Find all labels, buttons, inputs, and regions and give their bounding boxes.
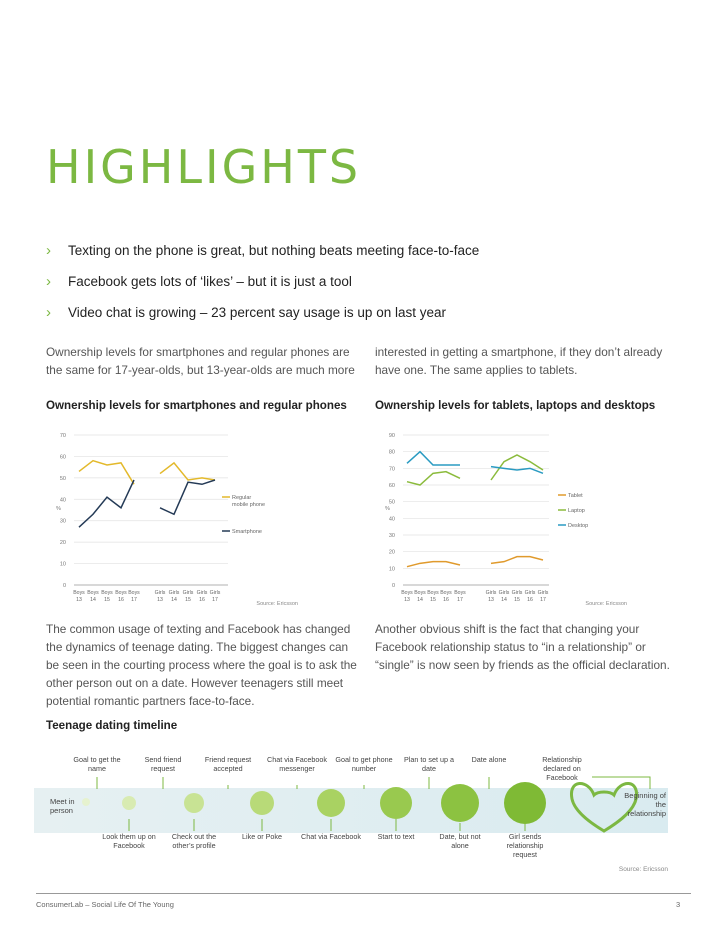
y-tick-label: 80: [388, 449, 395, 456]
y-axis-label: %: [385, 506, 390, 512]
timeline-bottom-label: Date, but not alone: [439, 832, 481, 850]
timeline-dot: [504, 782, 546, 824]
chart2-device-ownership: [375, 425, 680, 610]
x-tick-label: 16: [199, 597, 205, 603]
x-tick-label: 13: [76, 597, 82, 603]
y-axis-label: %: [56, 506, 61, 512]
legend-label: Laptop: [568, 508, 585, 514]
x-tick-label: 15: [104, 597, 110, 603]
x-tick-label: Girls: [209, 590, 221, 596]
y-tick-label: 30: [59, 518, 66, 525]
y-tick-label: 10: [59, 561, 66, 568]
timeline-dot: [122, 796, 136, 810]
highlight-item: › Texting on the phone is great, but nothing beats meeting face-to-face: [46, 242, 480, 259]
chart2-title: Ownership levels for tablets, laptops and desktops: [375, 399, 656, 412]
timeline-top-label: Relationship declared on Facebook: [542, 755, 582, 782]
series-line-desktop-boys: [407, 452, 460, 465]
timeline-top-label: Friend request accepted: [204, 755, 252, 773]
y-tick-label: 50: [388, 499, 395, 506]
timeline-graphic: [0, 745, 728, 875]
y-tick-label: 0: [62, 583, 66, 589]
timeline-dot: [380, 787, 412, 819]
legend-label: Desktop: [568, 523, 589, 529]
y-tick-label: 70: [388, 466, 395, 473]
timeline-bottom-label: Girl sends relationship request: [506, 832, 544, 859]
y-tick-label: 40: [59, 497, 66, 504]
x-tick-label: 13: [404, 597, 410, 603]
x-tick-label: Boys: [73, 590, 85, 596]
timeline-top-label: Send friend request: [144, 755, 182, 773]
chart-source: Source: Ericsson: [585, 601, 627, 607]
x-tick-label: 14: [417, 597, 423, 603]
y-tick-label: 30: [388, 533, 395, 539]
x-tick-label: Girls: [196, 590, 208, 596]
x-tick-label: Girls: [498, 590, 510, 596]
series-line-tablet-girls: [491, 557, 543, 564]
timeline-top-label: Chat via Facebook messenger: [267, 755, 327, 773]
timeline-bottom-label: Like or Poke: [242, 832, 282, 841]
y-tick-label: 70: [59, 433, 66, 439]
x-tick-label: 14: [90, 597, 96, 603]
x-tick-label: Boys: [115, 590, 127, 596]
x-tick-label: 17: [540, 597, 546, 603]
footer-label: ConsumerLab – Social Life Of The Young: [36, 900, 174, 909]
body-right-paragraph: Another obvious shift is the fact that changing your Facebook relationship status to “in a relationship” or “single” is now seen by friends as the official declaration.: [375, 622, 670, 672]
x-tick-label: Boys: [87, 590, 99, 596]
x-tick-label: Boys: [427, 590, 439, 596]
chevron-right-icon: ›: [46, 242, 51, 259]
timeline-dot: [317, 789, 345, 817]
series-line-smartphone-boys: [79, 480, 134, 527]
y-tick-label: 60: [388, 483, 395, 489]
x-tick-label: Boys: [101, 590, 113, 596]
x-tick-label: 15: [185, 597, 191, 603]
x-tick-label: Boys: [414, 590, 426, 596]
timeline-dot: [250, 791, 274, 815]
x-tick-label: 15: [514, 597, 520, 603]
timeline-dot: [441, 784, 479, 822]
y-tick-label: 50: [59, 475, 66, 482]
x-tick-label: Girls: [511, 590, 523, 596]
dating-timeline: [0, 745, 728, 875]
body-left-paragraph: The common usage of texting and Facebook has changed the dynamics of teenage dating. The biggest changes can be seen in the courting process where the goal is to ask the other person out on a date. However teenagers still meet potential romantic partners face-to-face.: [46, 622, 357, 708]
x-tick-label: 14: [501, 597, 507, 603]
legend-label: mobile phone: [232, 502, 266, 508]
highlight-item: › Facebook gets lots of ‘likes’ – but it is just a tool: [46, 273, 352, 290]
x-tick-label: 16: [443, 597, 449, 603]
chevron-right-icon: ›: [46, 273, 51, 290]
highlights-list: [46, 235, 686, 328]
page-title: HIGHLIGHTS: [46, 140, 362, 194]
timeline-top-label: Goal to get the name: [73, 755, 121, 773]
x-tick-label: Girls: [154, 590, 166, 596]
x-tick-label: Girls: [485, 590, 497, 596]
x-tick-label: 17: [131, 597, 137, 603]
series-line-laptop-boys: [407, 472, 460, 485]
chart-source: Source: Ericsson: [256, 601, 298, 607]
y-tick-label: 20: [388, 549, 395, 556]
x-tick-label: Girls: [524, 590, 536, 596]
x-tick-label: 14: [171, 597, 177, 603]
x-tick-label: 13: [157, 597, 163, 603]
legend-label: Regular: [232, 495, 252, 501]
timeline-start-label: Meet in person: [50, 797, 75, 815]
legend-label: Tablet: [568, 493, 583, 499]
x-tick-label: 13: [488, 597, 494, 603]
intro-left-paragraph: Ownership levels for smartphones and regular phones are the same for 17-year-olds, but 13-year-olds are much more: [46, 345, 355, 377]
x-tick-label: 16: [118, 597, 124, 603]
timeline-top-label: Date alone: [471, 755, 507, 764]
x-tick-label: 16: [527, 597, 533, 603]
highlight-item: › Video chat is growing – 23 percent say usage is up on last year: [46, 304, 446, 321]
y-tick-label: 60: [59, 454, 66, 461]
x-tick-label: Boys: [128, 590, 140, 596]
x-tick-label: 17: [457, 597, 463, 603]
timeline-dot: [184, 793, 204, 813]
timeline-bottom-label: Chat via Facebook: [301, 832, 361, 841]
timeline-title: Teenage dating timeline: [46, 719, 178, 732]
x-tick-label: Boys: [401, 590, 413, 596]
x-tick-label: Girls: [168, 590, 180, 596]
x-tick-label: Boys: [454, 590, 466, 596]
chart1-title: Ownership levels for smartphones and regular phones: [46, 399, 347, 412]
series-line-smartphone-girls: [160, 480, 215, 514]
timeline-top-label: Plan to set up a date: [404, 755, 454, 773]
timeline-top-label: Goal to get phone number: [335, 755, 393, 773]
chart1-smartphone-ownership: [46, 425, 361, 610]
x-tick-label: Girls: [537, 590, 549, 596]
x-tick-label: Girls: [182, 590, 194, 596]
page-number: 3: [676, 900, 681, 909]
chevron-right-icon: ›: [46, 304, 51, 321]
intro-right-paragraph: interested in getting a smartphone, if they don’t already have one. The same applies to tablets.: [375, 345, 663, 377]
legend-label: Smartphone: [232, 529, 262, 535]
series-line-tablet-boys: [407, 562, 460, 567]
x-tick-label: Boys: [440, 590, 452, 596]
y-tick-label: 0: [391, 583, 395, 589]
timeline-bottom-label: Look them up on Facebook: [102, 832, 156, 850]
y-tick-label: 40: [388, 516, 395, 523]
x-tick-label: 15: [430, 597, 436, 603]
footer-divider: [36, 893, 691, 894]
y-tick-label: 20: [59, 540, 66, 547]
series-line-regular-mobile-phone-girls: [160, 463, 215, 480]
timeline-bottom-label: Start to text: [377, 832, 415, 841]
y-tick-label: 90: [388, 433, 395, 439]
series-line-regular-mobile-phone-boys: [79, 461, 134, 485]
y-tick-label: 10: [388, 566, 395, 573]
timeline-end-label: Beginning of the relationship: [624, 791, 666, 818]
timeline-source: Source: Ericsson: [618, 866, 668, 873]
x-tick-label: 17: [212, 597, 218, 603]
timeline-bottom-label: Check out the other’s profile: [171, 832, 217, 850]
